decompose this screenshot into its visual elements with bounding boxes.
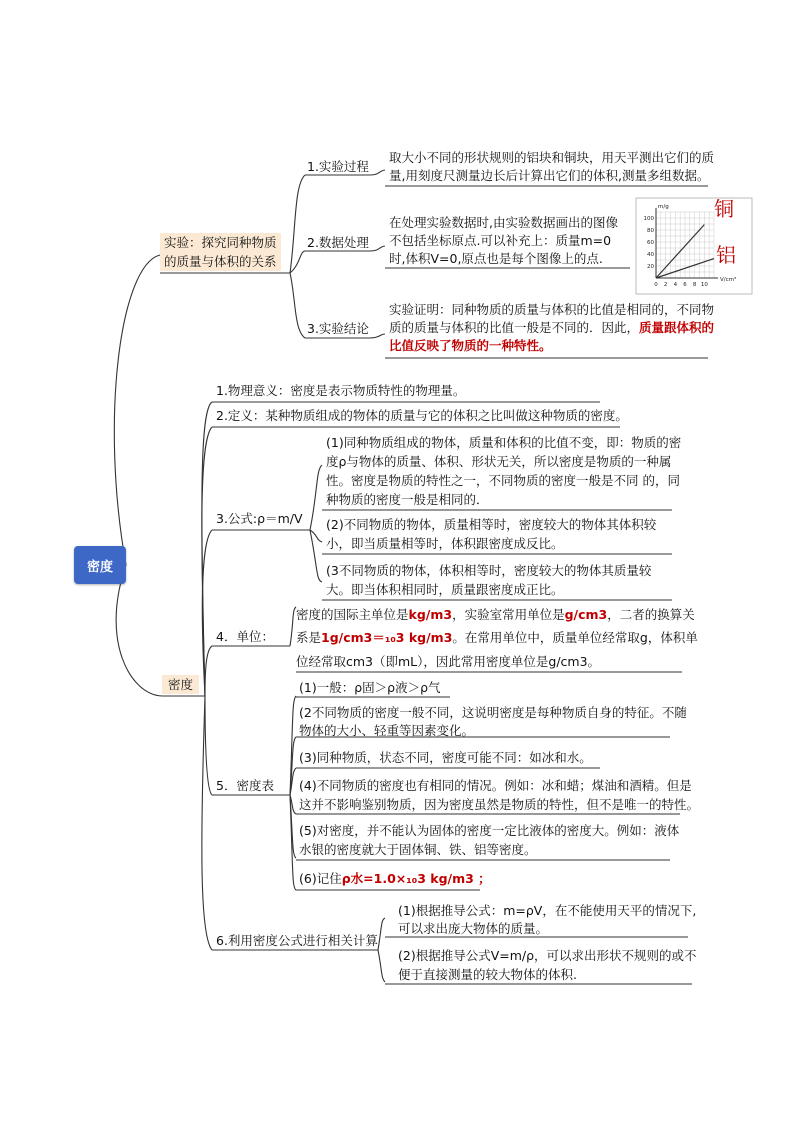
x-tick-label: 2 (663, 282, 668, 288)
x-tick-label: 0 (654, 282, 658, 288)
formula-label: 3.公式:ρ＝m/V (216, 511, 303, 526)
y-tick-label: 20 (647, 264, 654, 270)
formula-p3-line2: 大。即当体积相同时，质量跟密度成正比。 (326, 582, 564, 597)
process-text-line1: 取大小不同的形状规则的铝块和铜块，用天平测出它们的质 (389, 150, 715, 165)
formula-p2-line2: 小，即当质量相等时，体积跟密度成反比。 (326, 536, 564, 551)
conclusion-label: 3.实验结论 (307, 321, 369, 336)
data-text-line1: 在处理实验数据时,由实验数据画出的图像 (389, 215, 618, 230)
meaning-text: 1.物理意义：密度是表示物质特性的物理量。 (216, 383, 466, 398)
table-item-2-line1: (2不同物质的密度一般不同，这说明密度是每种物质自身的特征。不随 (299, 705, 687, 720)
formula-p2-line1: (2)不同物质的物体，质量相等时，密度较大的物体其体积较 (326, 517, 657, 532)
table-item-1: (1)一般：ρ固＞ρ液＞ρ气 (299, 680, 441, 695)
unit-text-a: 密度的国际主单位是 (296, 607, 409, 622)
formula-p1-line4: 种物质的密度一般是相同的． (326, 492, 489, 507)
unit-label: 4．单位： (216, 629, 274, 644)
definition-text: 2.定义：某种物质组成的物体的质量与它的体积之比叫做这种物质的密度。 (216, 408, 628, 423)
calc-1-line2: 可以求出庞大物体的质量。 (398, 921, 549, 936)
calc-2-line1: (2)根据推导公式V=m/ρ，可以求出形状不规则的或不 (398, 948, 697, 963)
x-axis-label: V/cm³ (720, 277, 737, 283)
formula-p1-line3: 性。密度是物质的特性之一，不同物质的密度一般是不同 的，同 (326, 473, 680, 488)
formula-p3-line1: (3不同物质的物体，体积相等时，密度较大的物体其质量较 (326, 563, 652, 578)
x-tick-label: 6 (683, 282, 687, 288)
calc-label: 6.利用密度公式进行相关计算 (216, 933, 378, 948)
table-item-3: (3)同种物质，状态不同，密度可能不同：如冰和水。 (299, 750, 592, 765)
unit-text-e: ，二者的换算关 (607, 607, 695, 622)
data-text-line2: 不包括坐标原点.可以补充上：质量m=0 (389, 233, 612, 248)
formula-p1-line1: (1)同种物质组成的物体，质量和体积的比值不变，即：物质的密 (326, 435, 682, 450)
conclusion-highlight-b: 比值反映了物质的一种特性。 (389, 338, 552, 353)
table-item-6 (299, 869, 491, 888)
aluminum-label: 铝 (716, 243, 736, 267)
conclusion-text-line2a: 质的质量与体积的比值一般是不同的．因此， (389, 320, 640, 335)
experiment-title-line1: 实验：探究同种物质 (164, 235, 277, 250)
process-label: 1.实验过程 (307, 159, 369, 174)
root-label: 密度 (86, 559, 113, 575)
table-item-2-line2: 物体的大小、轻重等因素变化。 (299, 723, 475, 738)
table-item-6-text: (6)记住 (299, 871, 342, 886)
conclusion-highlight-a: 质量跟体积的 (639, 320, 715, 335)
data-text-line3: 时,体积V=0,原点也是每个图像上的点. (389, 251, 603, 266)
table-item-4-line2: 这并不影响鉴别物质，因为密度虽然是物质的特性，但不是唯一的特性。 (299, 797, 700, 812)
unit-text-c: ，实验室常用单位是 (452, 607, 565, 622)
water-density: ρ水=1.0×₁₀3 kg/m3 ； (341, 871, 491, 886)
y-tick-label: 60 (647, 240, 654, 246)
x-tick-label: 8 (692, 282, 697, 288)
x-tick-label: 4 (673, 282, 678, 288)
x-tick-label: 10 (700, 282, 708, 288)
calc-1-line1: (1)根据推导公式：m=ρV，在不能使用天平的情况下, (398, 903, 697, 918)
unit-kgm3: kg/m3 (408, 607, 453, 622)
conclusion-text-line1: 实验证明：同种物质的质量与体积的比值是相同的，不同物 (389, 302, 715, 317)
unit-line1 (296, 605, 695, 624)
y-tick-label: 100 (643, 216, 654, 222)
unit-text-h: 。在常用单位中，质量单位经常取g，体积单 (452, 630, 698, 645)
unit-line3: 位经常取cm3（即mL），因此常用密度单位是g/cm3。 (296, 654, 601, 669)
unit-text-f: 系是 (296, 630, 322, 645)
experiment-title-line2: 的质量与体积的关系 (164, 254, 277, 269)
table-item-4-line1: (4)不同物质的密度也有相同的情况。例如：冰和蜡；煤油和酒精。但是 (299, 778, 692, 793)
y-tick-label: 80 (647, 228, 654, 234)
formula-p1-line2: 度ρ与物体的质量、体积、形状无关，所以密度是物质的一种属 (326, 454, 672, 469)
unit-gcm3: g/cm3 (564, 607, 608, 622)
table-item-5-line1: (5)对密度，并不能认为固体的密度一定比液体的密度大。例如：液体 (299, 823, 680, 838)
density-topic (162, 675, 199, 694)
data-label: 2.数据处理 (307, 235, 369, 250)
copper-label: 铜 (714, 197, 734, 221)
unit-line2 (296, 628, 698, 647)
y-axis-label: m/g (658, 204, 669, 210)
density-title: 密度 (168, 677, 194, 692)
calc-2-line2: 便于直接测量的较大物体的体积. (398, 967, 577, 982)
y-tick-label: 40 (647, 252, 654, 258)
table-item-5-line2: 水银的密度就大于固体铜、铁、铝等密度。 (299, 842, 537, 857)
table-label: 5．密度表 (216, 778, 274, 793)
unit-conversion: 1g/cm3＝₁₀3 kg/m3 (321, 630, 453, 645)
process-text-line2: 量,用刻度尺测量边长后计算出它们的体积,测量多组数据。 (389, 168, 710, 183)
